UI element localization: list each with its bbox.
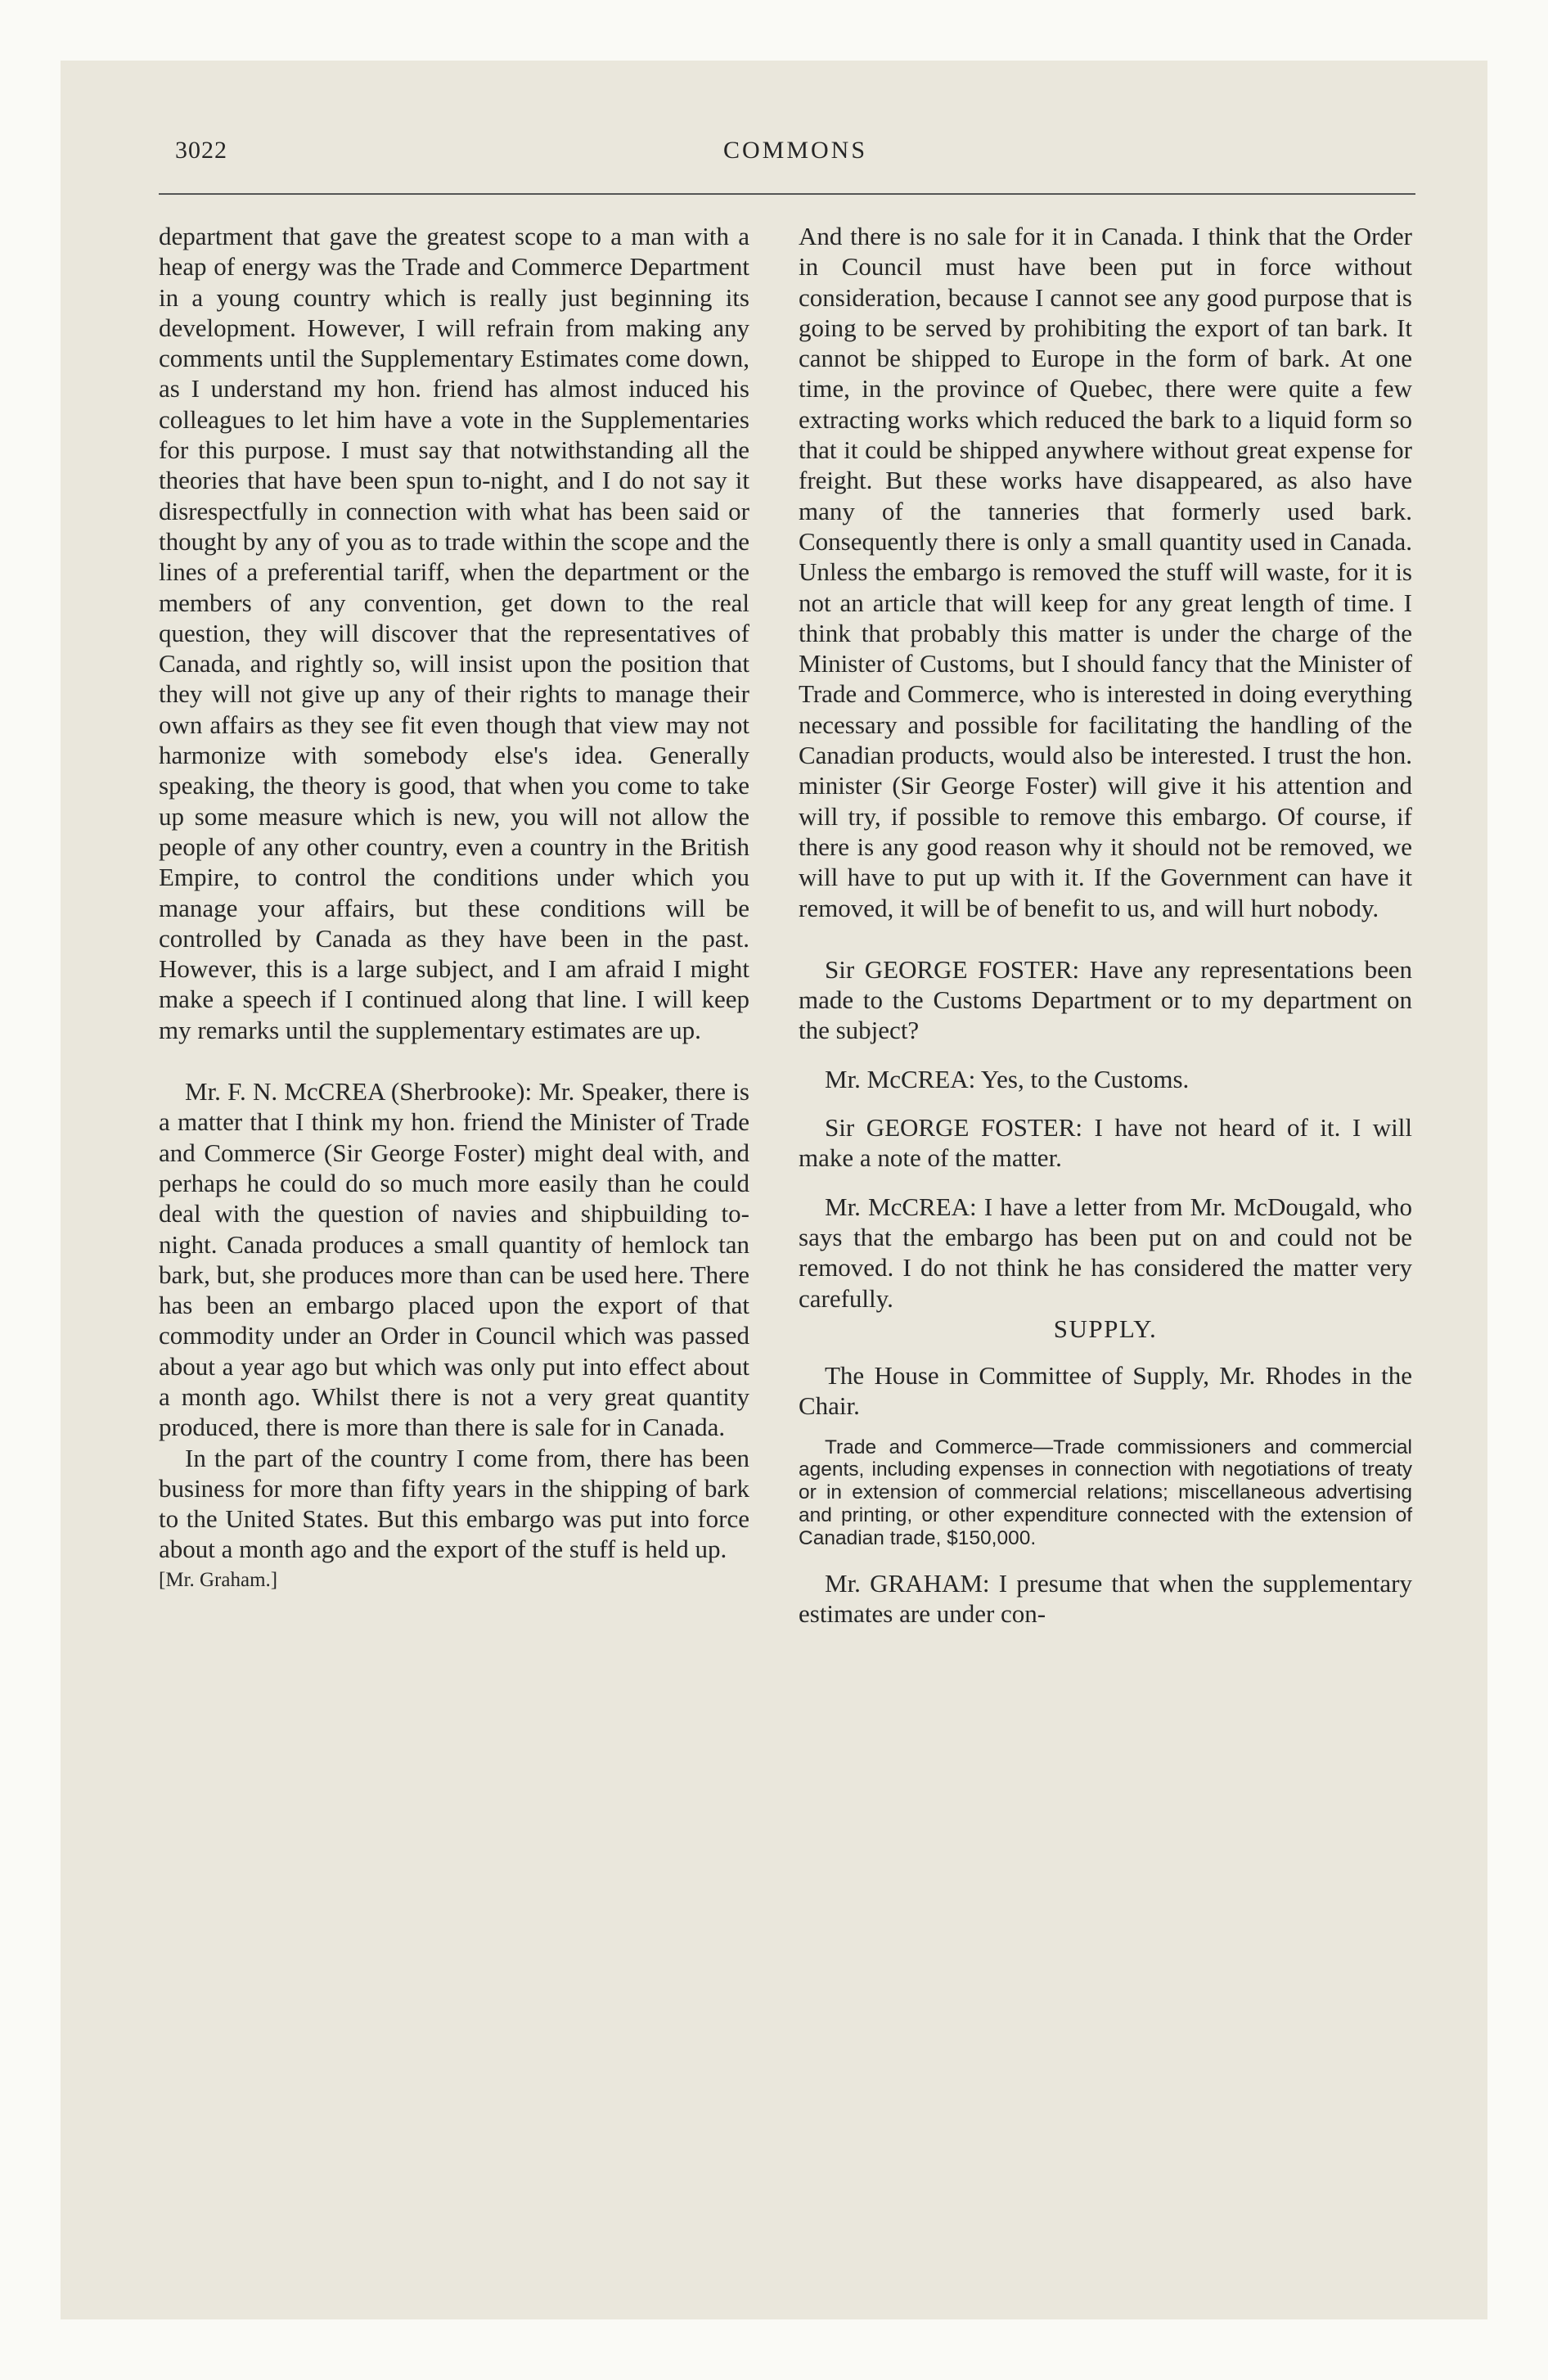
right-paragraph-8: Mr. GRAHAM: I presume that when the supplementary estimates are under con- xyxy=(799,1568,1412,1628)
running-head: COMMONS xyxy=(722,137,868,164)
page-header xyxy=(175,137,1415,181)
right-column xyxy=(799,221,1412,1629)
left-column xyxy=(159,221,749,1595)
right-paragraph-1: And there is no sale for it in Canada. I think that the Order in Council must have been put in force without consideration, because I cannot see any good purpose that is going to be served by prohibiting the export of tan bark. It cannot be shipped to Europe in the form of bark. At one time, in the province of Quebec, there were quite a few extracting works which reduced the bark to a liquid form so that it could be shipped anywhere without great expense for freight. But these works have disappeared, as also have many of the tanneries that formerly used bark. Consequently there is only a small quantity used in Canada. Unless the embargo is removed the stuff will waste, for it is not an article that will keep for any great length of time. I think that probably this matter is under the charge of the Minister of Customs, but I should fancy that the Minister of Trade and Commerce, who is interested in doing everything necessary and possible for facilitating the handling of the Canadian products, would also be interested. I trust the hon. minister (Sir George Foster) will give it his attention and will try, if possible to remove this embargo. Of course, if there is any good reason why it should not be removed, we will have to put up with it. If the Government can have it removed, it will be of benefit to us, and will hurt nobody. xyxy=(799,222,1412,922)
right-paragraph-2: Sir GEORGE FOSTER: Have any representations been made to the Customs Department or to my department on the subject? xyxy=(799,954,1412,1045)
right-paragraph-3: Mr. McCREA: Yes, to the Customs. xyxy=(825,1064,1190,1093)
left-paragraph-3: In the part of the country I come from, there has been business for more than fifty years in the shipping of bark to the United States. But this embargo was put into force about a month ago and the export of the stuff is held up. xyxy=(159,1443,749,1564)
left-paragraph-2: Mr. F. N. McCREA (Sherbrooke): Mr. Speaker, there is a matter that I think my hon. friend the Minister of Trade and Commerce (Sir George Foster) might deal with, and perhaps he could do so much more easily than he could deal with the question of navies and shipbuilding to-night. Canada produces a small quantity of hemlock tan bark, but, she produces more than can be used here. There has been an embargo placed upon the export of that commodity under an Order in Council which was passed about a year ago but which was only put into effect about a month ago. Whilst there is not a very great quantity produced, there is more than there is sale for in Canada. xyxy=(159,1077,749,1442)
page-number: 3022 xyxy=(175,137,227,164)
right-paragraph-6: The House in Committee of Supply, Mr. Rhodes in the Chair. xyxy=(799,1361,1412,1421)
footnote: [Mr. Graham.] xyxy=(159,1568,278,1591)
right-paragraph-4: Sir GEORGE FOSTER: I have not heard of it. I will make a note of the matter. xyxy=(799,1113,1412,1173)
header-rule xyxy=(159,193,1415,195)
left-paragraph-1: department that gave the greatest scope to a man with a heap of energy was the Trade and Commerce Department in a young country which is really just beginning its development. However, I will refrain from making any comments until the Supplementary Estimates come down, as I understand my hon. friend has almost induced his colleagues to let him have a vote in the Supplementaries for this purpose. I must say that notwithstanding all the theories that have been spun to-night, and I do not say it disrespectfully in connection with what has been said or thought by any of you as to trade within the scope and the lines of a preferential tariff, when the department or the members of any convention, get down to the real question, they will discover that the representatives of Canada, and rightly so, will insist upon the position that they will not give up any of their rights to manage their own affairs as they see fit even though that view may not harmonize with somebody else's idea. Generally speaking, the theory is good, that when you come to take up some measure which is new, you will not allow the people of any other country, even a country in the British Empire, to control the conditions under which you manage your affairs, but these conditions will be controlled by Canada as they have been in the past. However, this is a large subject, and I am afraid I might make a speech if I continued along that line. I will keep my remarks until the supplementary estimates are up. xyxy=(159,222,749,1044)
section-heading: SUPPLY. xyxy=(1053,1314,1158,1343)
estimate-item: Trade and Commerce—Trade commissioners and commercial agents, including expenses in connection with negotiations of treaty or in extension of commercial relations; miscellaneous advertising and printing, or other expenditure connected with the extension of Canadian trade, $150,000. xyxy=(799,1436,1412,1549)
right-paragraph-5: Mr. McCREA: I have a letter from Mr. McDougald, who says that the embargo has been put on and could not be removed. I do not think he has considered the matter very carefully. xyxy=(799,1192,1412,1313)
